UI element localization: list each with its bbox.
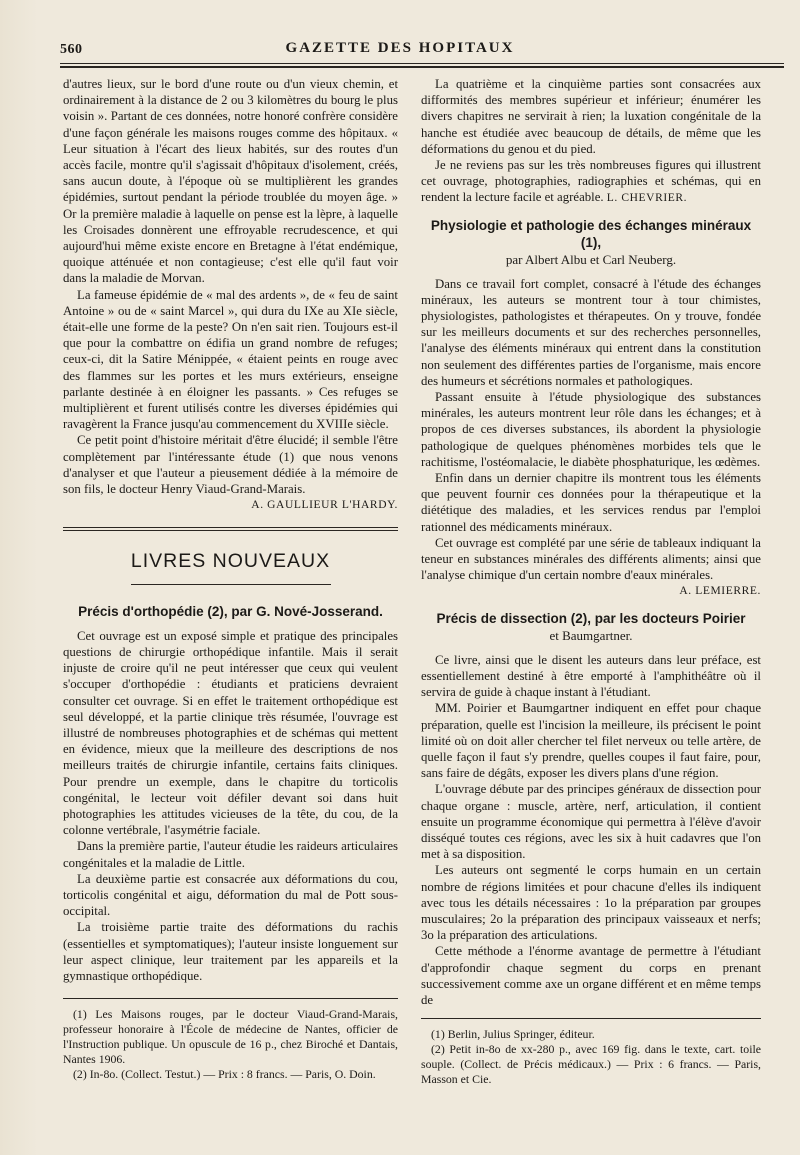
paragraph: Passant ensuite à l'étude physiologique des substances minérales, les auteurs montrent leur rôle dans les échanges; et à propos de ces diverses substances, ils abordent la physiologie pathologique de quelques phénomènes morbides tels que le rachitisme, l'ostéomalacie, le diabète phosphaturique, les œdèmes.	[421, 390, 761, 469]
paragraph: La troisième partie traite des déformations du rachis (essentielles et symptomatiques); l'auteur insiste longuement sur leur aspect clinique, leur traitement par les appareils et la gymnastique orthopédique.	[63, 920, 398, 983]
review-authors: par Albert Albu et Carl Neuberg.	[505, 251, 677, 267]
header-rule	[60, 63, 784, 64]
signature: A. LEMIERRE.	[679, 585, 761, 598]
footnotes	[421, 1027, 761, 1087]
footnote-rule	[421, 1018, 761, 1019]
footnote: (1) Les Maisons rouges, par le docteur Viaud-Grand-Marais, professeur honoraire à l'École de médecine de Nantes, officier de l'Instruction publique. Un opuscule de 16 p., chez Biroché et Dantais, Nantes 1906.	[63, 1007, 398, 1067]
header-rule-thick	[60, 66, 784, 68]
footnotes	[63, 1007, 398, 1082]
review-title-text: Précis de dissection (2), par les docteurs Poirier	[436, 610, 746, 626]
section-underline	[131, 584, 331, 585]
paragraph: La fameuse épidémie de « mal des ardents », de « feu de saint Antoine » ou de « saint Marcel », qui dura du IXe au XIe siècle, était-elle une forme de la peste? On n'en sait rien. Toujours est-il que pour la combattre on édifia un grand nombre de refuges; ceux-ci, dit la Satire Ménippée, « étaient peints en rouge avec des flammes sur les portes et les murs extérieurs, enseigne parlante destinée à en éloigner les passants. » Ces refuges se multiplièrent et furent utilisés contre les diverses épidémies qui ravagèrent la France jusqu'au commencement du XVIIIe siècle.	[63, 287, 398, 432]
paragraph: MM. Poirier et Baumgartner indiquent en effet pour chaque préparation, quelle est l'incision la meilleure, ils précisent le point limité où on doit aller chercher tel filet nerveux ou telle artère, de quelle façon il faut s'y prendre, quelles coupes il faut faire, pour, sans faire de dégâts, exposer les divers plans d'une région.	[421, 701, 761, 781]
paragraph: Cet ouvrage est complété par une série de tableaux indiquant la teneur en substances minérales des différents aliments; ainsi que l'analyse chimique d'un certain nombre d'eaux minérales.	[421, 535, 761, 583]
paragraph: Cette méthode a l'énorme avantage de permettre à l'étudiant d'approfondir chaque segment du corps en prenant successivement comme axe un organe différent et en même temps de	[421, 944, 761, 1007]
left-column	[63, 76, 398, 1082]
paragraph-text: Je ne reviens pas sur les très nombreuses figures qui illustrent cet ouvrage, photographies, radiographies et schémas, qui en rendent la lecture facile et agréable.	[421, 158, 761, 205]
signature: A. GAULLIEUR L'HARDY.	[251, 499, 398, 512]
paragraph: Dans la première partie, l'auteur étudie les raideurs articulaires congénitales et la maladie de Little.	[63, 839, 398, 870]
footnote-rule	[63, 998, 398, 999]
signature: L. CHEVRIER.	[606, 192, 688, 205]
paragraph: Enfin dans un dernier chapitre ils montrent tous les éléments que peuvent fournir ces données pour la thérapeutique et la diététique des maladies, et les services rendus par l'emploi rationnel des médicaments minéraux.	[421, 471, 761, 534]
right-column	[421, 76, 761, 1087]
footnote: (2) In-8o. (Collect. Testut.) — Prix : 8 francs. — Paris, O. Doin.	[73, 1067, 376, 1082]
paragraph: Cet ouvrage est un exposé simple et pratique des principales questions de chirurgie orthopédique infantile. Mais il serait injuste de croire qu'il ne peut intéresser que ceux qui veulent s'occuper d'orthopédie : étudiants et praticiens devraient consulter cet ouvrage. Si en effet le traitement orthopédique est seul développé, et la partie clinique très résumée, l'ouvrage est illustré de nombreuses photographies et de schémas qui mettent en évidence, mieux que la meilleure des descriptions de nos meilleurs traités de chirurgie infantile, certains faits cliniques. Pour prendre un exemple, dans le chapitre du torticolis congénital, le lecteur voit défiler devant soi dans huit photographies les attitudes vicieuses de la tête, du cou, de la colonne vertébrale, l'asymétrie faciale.	[63, 628, 398, 838]
paragraph: Dans ce travail fort complet, consacré à l'étude des échanges minéraux, les auteurs se montrent tour à tour chimistes, physiologistes, pathologistes et thérapeutes. On y trouve, fondée sur les meilleurs documents et sur des recherches personnelles, l'analyse des éléments minéraux qui entrent dans la constitution non seulement des différentes parties de l'organisme, mais encore des humeurs et sécrétions normales et pathologiques.	[421, 276, 761, 388]
page-edge-shadow	[0, 0, 38, 1155]
review-title	[421, 217, 761, 268]
review-title: Précis d'orthopédie (2), par G. Nové-Josserand.	[78, 603, 383, 619]
paragraph: d'autres lieux, sur le bord d'une route ou d'un vieux chemin, et ordinairement à la distance de 2 ou 3 kilomètres du bourg le plus voisin ». Partant de ces données, notre honoré confrère considère d'une façon générale les maisons rouges comme des hôpitaux. « Leur situation à l'écart des lieux habités, sur des routes d'un accès facile, montre qu'il s'agissait d'hôpitaux d'isolement, créés, sans aucun doute, à l'époque où se multiplièrent les grandes épidémies, surtout pendant la période troublée du moyen âge. » Or la première maladie à laquelle on pense est la lèpre, à laquelle les Croisades donnèrent une effroyable recrudescence, et qui aujourd'hui même existe encore en Bretagne à l'état endémique, quoique atténuée et non contagieuse; c'est elle qu'il faut voir dans la maladie de Morvan.	[63, 77, 398, 286]
review-authors: et Baumgartner.	[549, 627, 633, 643]
paragraph: La deuxième partie est consacrée aux déformations du cou, torticolis congénital et aigu, déformation du mal de Pott sous-occipital.	[63, 871, 398, 919]
paragraph: Ce petit point d'histoire méritait d'être élucidé; il semble l'être complètement par l'intéressante étude (1) que nous venons d'analyser et que l'auteur a pieusement dédiée à la mémoire de son fils, le docteur Henry Viaud-Grand-Marais.	[63, 433, 398, 497]
section-title: LIVRES NOUVEAUX	[130, 550, 331, 573]
paragraph	[421, 157, 761, 207]
section-divider	[63, 527, 398, 531]
paragraph: La quatrième et la cinquième parties sont consacrées aux difformités des membres supérieur et inférieur; énumérer les divers chapitres ne servirait à rien; la luxation congénitale de la hanche est étudiée avec beaucoup de détails, de même que les déformations du genou et du pied.	[421, 77, 761, 156]
paragraph: Les auteurs ont segmenté le corps humain en un certain nombre de régions limitées et pour chacune d'elles ils indiquent avec tous les détails nécessaires : 1o la préparation par groupes musculaires; 2o la préparation des principaux vaisseaux et nerfs; 3o la préparation des articulations.	[421, 863, 761, 943]
running-title: GAZETTE DES HOPITAUX	[285, 40, 515, 56]
review-title	[421, 610, 761, 644]
footnote: (2) Petit in-8o de xx-280 p., avec 169 fig. dans le texte, cart. toile souple. (Collect. de Précis médicaux.) — Prix : 6 francs. — Paris, Masson et Cie.	[421, 1042, 761, 1087]
footnote: (1) Berlin, Julius Springer, éditeur.	[431, 1027, 595, 1042]
page-number: 560	[60, 42, 83, 57]
paragraph: Ce livre, ainsi que le disent les auteurs dans leur préface, est essentiellement destiné à être emporté à l'amphithéâtre où il servira de guide à chaque instant à l'étudiant.	[421, 652, 761, 700]
review-title-text: Physiologie et pathologie des échanges minéraux (1),	[430, 217, 752, 250]
paragraph: L'ouvrage débute par des principes généraux de dissection pour chaque organe : muscle, artère, nerf, articulation, il contient ensuite un programme économique qui permettra à l'élève d'avoir disséqué toutes ces régions, avec les six à huit cadavres que l'on met à sa disposition.	[421, 782, 761, 862]
